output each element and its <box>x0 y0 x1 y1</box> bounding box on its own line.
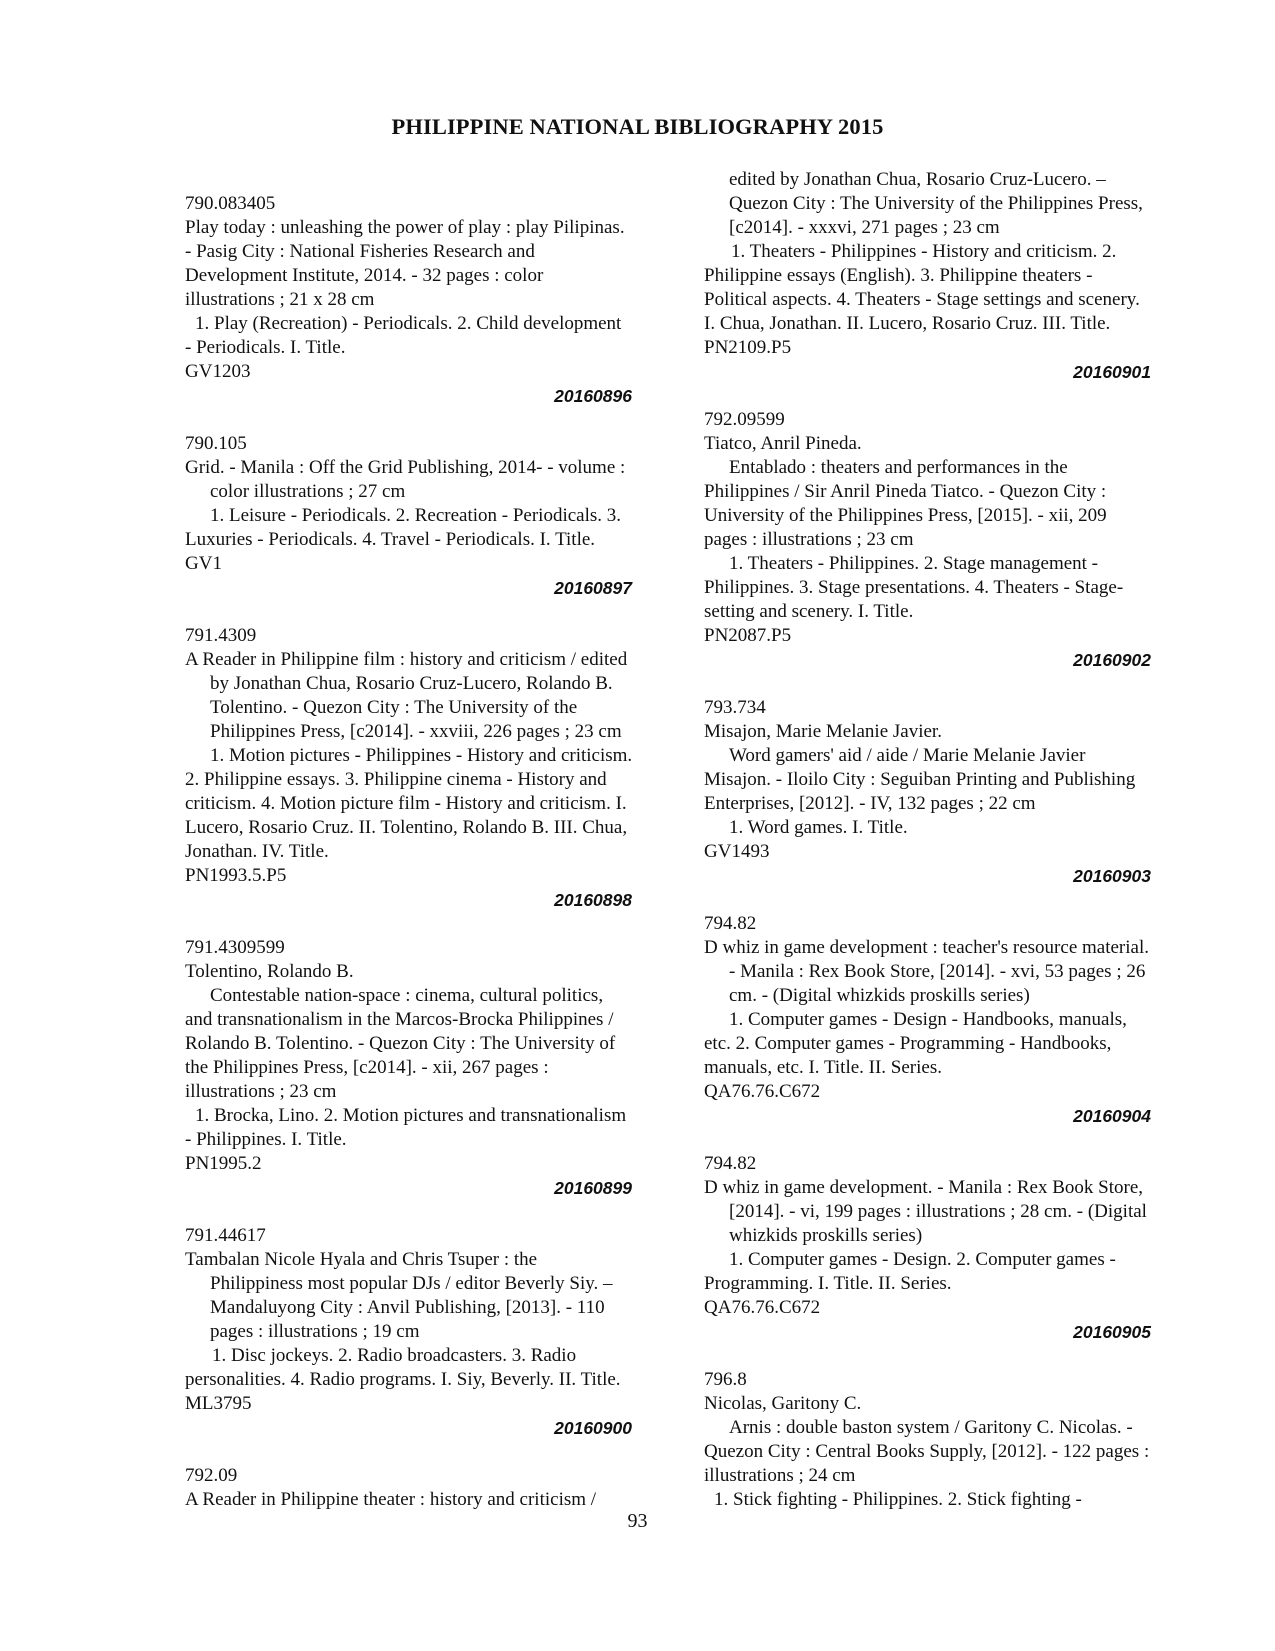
entry-text-line: Tolentino. - Quezon City : The University of the <box>210 697 578 718</box>
entry-text-line: Philippines. 3. Stage presentations. 4. Theaters - Stage- <box>704 577 1124 598</box>
entry-text-line: 1. Stick fighting - Philippines. 2. Stick fighting - <box>714 1489 1082 1510</box>
entry-text-line: 2. Philippine essays. 3. Philippine cinema - History and <box>185 769 607 790</box>
call-number: GV1493 <box>704 841 770 862</box>
bibliographic-entry <box>704 696 1194 912</box>
entry-text-line: A Reader in Philippine film : history and criticism / edited <box>185 649 628 670</box>
accession-number: 20160901 <box>1073 362 1151 382</box>
bibliographic-entry <box>185 192 675 432</box>
entry-spacer <box>704 1128 1194 1152</box>
entry-spacer <box>704 888 1194 912</box>
page-number: 93 <box>627 1510 648 1532</box>
entry-text-line: Lucero, Rosario Cruz. II. Tolentino, Rolando B. III. Chua, <box>185 817 628 838</box>
entry-spacer <box>704 1344 1194 1368</box>
entry-text-line: D whiz in game development. - Manila : Rex Book Store, <box>704 1177 1144 1198</box>
entry-text-line: A Reader in Philippine theater : history and criticism / <box>185 1489 597 1510</box>
entry-text-line: pages : illustrations ; 19 cm <box>210 1321 420 1342</box>
entry-spacer <box>185 1200 675 1224</box>
entry-text-line: Mandaluyong City : Anvil Publishing, [2013]. - 110 <box>210 1297 605 1318</box>
entry-text-line: Philippine essays (English). 3. Philippine theaters - <box>704 265 1093 286</box>
entry-text-line: Philippines / Sir Anril Pineda Tiatco. - Quezon City : <box>704 481 1107 502</box>
entry-text-line: Enterprises, [2012]. - IV, 132 pages ; 22 cm <box>704 793 1036 814</box>
class-number: 794.82 <box>704 1153 757 1174</box>
entry-text-line: setting and scenery. I. Title. <box>704 601 914 622</box>
entry-text-line: Programming. I. Title. II. Series. <box>704 1273 952 1294</box>
entry-text-line: 1. Brocka, Lino. 2. Motion pictures and transnationalism <box>195 1105 627 1126</box>
entry-text-line: - Pasig City : National Fisheries Research and <box>185 241 535 262</box>
entry-text-line: etc. 2. Computer games - Programming - Handbooks, <box>704 1033 1112 1054</box>
call-number: QA76.76.C672 <box>704 1081 821 1102</box>
entry-text-line: 1. Motion pictures - Philippines - History and criticism. <box>210 745 633 766</box>
entry-text-line: Tiatco, Anril Pineda. <box>704 433 862 454</box>
entry-text-line: personalities. 4. Radio programs. I. Siy, Beverly. II. Title. <box>185 1369 621 1390</box>
class-number: 794.82 <box>704 913 757 934</box>
entry-text-line: color illustrations ; 27 cm <box>210 481 406 502</box>
entry-spacer <box>185 600 675 624</box>
call-number: PN2109.P5 <box>704 337 792 358</box>
entry-text-line: Entablado : theaters and performances in the <box>729 457 1068 478</box>
entry-text-line: manuals, etc. I. Title. II. Series. <box>704 1057 942 1078</box>
class-number: 790.083405 <box>185 193 276 214</box>
accession-number: 20160900 <box>554 1418 632 1438</box>
class-number: 792.09 <box>185 1465 238 1486</box>
entry-text-line: 1. Theaters - Philippines - History and criticism. 2. <box>731 241 1117 262</box>
entry-text-line: 1. Play (Recreation) - Periodicals. 2. Child development <box>195 313 622 334</box>
entry-spacer <box>185 1440 675 1464</box>
call-number: PN2087.P5 <box>704 625 792 646</box>
entry-text-line: 1. Computer games - Design - Handbooks, manuals, <box>729 1009 1127 1030</box>
accession-number: 20160897 <box>554 578 632 598</box>
bibliographic-entry <box>185 432 675 624</box>
bibliographic-entry <box>704 408 1194 696</box>
entry-text-line: Misajon, Marie Melanie Javier. <box>704 721 942 742</box>
entry-text-line: [c2014]. - xxxvi, 271 pages ; 23 cm <box>729 217 1000 238</box>
entry-text-line: Play today : unleashing the power of play : play Pilipinas. <box>185 217 625 238</box>
entry-text-line: Misajon. - Iloilo City : Seguiban Printing and Publishing <box>704 769 1136 790</box>
entry-text-line: 1. Word games. I. Title. <box>729 817 908 838</box>
accession-number: 20160904 <box>1073 1106 1151 1126</box>
entry-text-line: Contestable nation-space : cinema, cultural politics, <box>210 985 604 1006</box>
bibliographic-entry <box>185 936 675 1224</box>
entry-text-line: whizkids proskills series) <box>729 1225 923 1246</box>
entry-text-line: Quezon City : The University of the Philippines Press, <box>729 193 1143 214</box>
entry-text-line: 1. Theaters - Philippines. 2. Stage management - <box>729 553 1099 574</box>
entry-text-line: University of the Philippines Press, [2015]. - xii, 209 <box>704 505 1107 526</box>
call-number: GV1203 <box>185 361 251 382</box>
entry-text-line: criticism. 4. Motion picture film - History and criticism. I. <box>185 793 627 814</box>
call-number: PN1993.5.P5 <box>185 865 287 886</box>
call-number: QA76.76.C672 <box>704 1297 821 1318</box>
entry-text-line: Political aspects. 4. Theaters - Stage settings and scenery. <box>704 289 1140 310</box>
entry-text-line: illustrations ; 21 x 28 cm <box>185 289 375 310</box>
entry-text-line: Luxuries - Periodicals. 4. Travel - Periodicals. I. Title. <box>185 529 596 550</box>
entry-text-line: Grid. - Manila : Off the Grid Publishing, 2014- - volume : <box>185 457 626 478</box>
entry-spacer <box>185 408 675 432</box>
class-number: 792.09599 <box>704 409 785 430</box>
call-number: GV1 <box>185 553 222 574</box>
entry-text-line: Philippiness most popular DJs / editor Beverly Siy. – <box>210 1273 613 1294</box>
entry-text-line: by Jonathan Chua, Rosario Cruz-Lucero, Rolando B. <box>210 673 613 694</box>
entry-text-line: the Philippines Press, [c2014]. - xii, 267 pages : <box>185 1057 549 1078</box>
entry-text-line: Tambalan Nicole Hyala and Chris Tsuper : the <box>185 1249 538 1270</box>
entry-text-line: pages : illustrations ; 23 cm <box>704 529 914 550</box>
class-number: 793.734 <box>704 697 766 718</box>
entry-spacer <box>185 912 675 936</box>
accession-number: 20160899 <box>554 1178 632 1198</box>
entry-text-line: - Periodicals. I. Title. <box>185 337 346 358</box>
entry-text-line: Development Institute, 2014. - 32 pages : color <box>185 265 544 286</box>
page-title: PHILIPPINE NATIONAL BIBLIOGRAPHY 2015 <box>391 114 884 139</box>
entry-text-line: [2014]. - vi, 199 pages : illustrations ; 28 cm. - (Digital <box>729 1201 1147 1222</box>
entry-text-line: 1. Disc jockeys. 2. Radio broadcasters. 3. Radio <box>212 1345 577 1366</box>
entry-text-line: Word gamers' aid / aide / Marie Melanie Javier <box>729 745 1086 766</box>
class-number: 796.8 <box>704 1369 747 1390</box>
bibliographic-entry <box>704 912 1194 1152</box>
entry-text-line: D whiz in game development : teacher's resource material. <box>704 937 1149 958</box>
entry-text-line: Philippines Press, [c2014]. - xxviii, 226 pages ; 23 cm <box>210 721 622 742</box>
entry-spacer <box>704 384 1194 408</box>
bibliographic-entry <box>704 1368 1194 1512</box>
call-number: ML3795 <box>185 1393 252 1414</box>
entry-text-line: and transnationalism in the Marcos-Brocka Philippines / <box>185 1009 614 1030</box>
accession-number: 20160896 <box>554 386 632 406</box>
entry-spacer <box>704 672 1194 696</box>
entry-text-line: Quezon City : Central Books Supply, [2012]. - 122 pages : <box>704 1441 1150 1462</box>
left-column <box>185 192 675 1512</box>
entry-text-line: Nicolas, Garitony C. <box>704 1393 862 1414</box>
bibliographic-entry <box>704 168 1194 408</box>
entry-text-line: illustrations ; 23 cm <box>185 1081 337 1102</box>
class-number: 791.44617 <box>185 1225 266 1246</box>
entry-text-line: - Manila : Rex Book Store, [2014]. - xvi, 53 pages ; 26 <box>729 961 1146 982</box>
accession-number: 20160905 <box>1073 1322 1151 1342</box>
bibliographic-entry <box>185 624 675 936</box>
entry-text-line: 1. Computer games - Design. 2. Computer games - <box>729 1249 1116 1270</box>
entry-text-line: Rolando B. Tolentino. - Quezon City : The University of <box>185 1033 616 1054</box>
entry-text-line: Tolentino, Rolando B. <box>185 961 354 982</box>
call-number: PN1995.2 <box>185 1153 262 1174</box>
entry-text-line: illustrations ; 24 cm <box>704 1465 856 1486</box>
entry-text-line: - Philippines. I. Title. <box>185 1129 347 1150</box>
entry-text-line: edited by Jonathan Chua, Rosario Cruz-Lucero. – <box>729 169 1106 190</box>
entry-text-line: Arnis : double baston system / Garitony C. Nicolas. - <box>729 1417 1133 1438</box>
bibliographic-entry <box>185 1464 675 1512</box>
entry-text-line: 1. Leisure - Periodicals. 2. Recreation - Periodicals. 3. <box>210 505 622 526</box>
entry-text-line: Jonathan. IV. Title. <box>185 841 329 862</box>
accession-number: 20160903 <box>1073 866 1151 886</box>
class-number: 790.105 <box>185 433 247 454</box>
bibliographic-entry <box>185 1224 675 1464</box>
right-column <box>704 168 1194 1512</box>
class-number: 791.4309 <box>185 625 257 646</box>
accession-number: 20160898 <box>554 890 632 910</box>
entry-text-line: cm. - (Digital whizkids proskills series) <box>729 985 1030 1006</box>
bibliographic-entry <box>704 1152 1194 1368</box>
entry-text-line: I. Chua, Jonathan. II. Lucero, Rosario Cruz. III. Title. <box>704 313 1111 334</box>
accession-number: 20160902 <box>1073 650 1151 670</box>
class-number: 791.4309599 <box>185 937 285 958</box>
